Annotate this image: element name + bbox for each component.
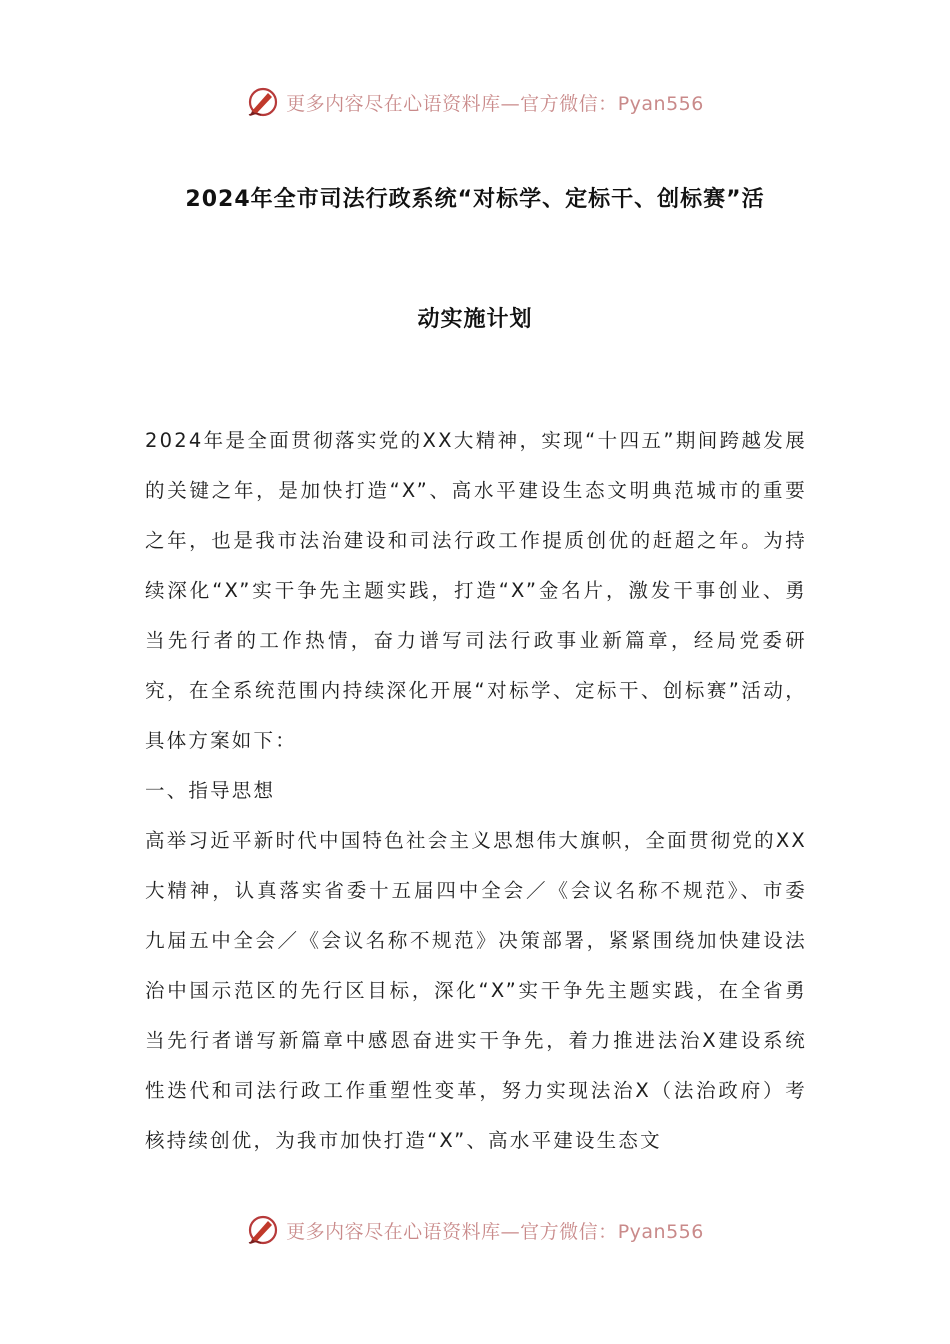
- watermark-separator: —: [500, 92, 521, 115]
- watermark-separator: —: [500, 1220, 521, 1243]
- header-watermark: [0, 82, 950, 122]
- watermark-contact-label: 官方微信：: [520, 92, 618, 115]
- watermark-site-text: 更多内容尽在心语资料库: [286, 92, 501, 115]
- watermark-site-text: 更多内容尽在心语资料库: [286, 1220, 501, 1243]
- intro-paragraph: 2024年是全面贯彻落实党的XX大精神，实现“十四五”期间跨越发展的关键之年，是加快打造“X”、高水平建设生态文明典范城市的重要之年，也是我市法治建设和司法行政工作提质创优的赶超之年。为持续深化“X”实干争先主题实践，打造“X”金名片，激发干事创业、勇当先行者的工作热情，奋力谱写司法行政事业新篇章，经局党委研究，在全系统范围内持续深化开展“对标学、定标干、创标赛”活动，具体方案如下：: [145, 429, 807, 752]
- guiding-ideology-paragraph: 高举习近平新时代中国特色社会主义思想伟大旗帜，全面贯彻党的XX大精神，认真落实省委十五届四中全会／《会议名称不规范》、市委九届五中全会／《会议名称不规范》决策部署，紧紧围绕加快建设法治中国示范区的先行区目标，深化“X”实干争先主题实践，在全省勇当先行者谱写新篇章中感恩奋进实干争先，着力推进法治X建设系统性迭代和司法行政工作重塑性变革，努力实现法治X（法治政府）考核持续创优，为我市加快打造“X”、高水平建设生态文: [145, 829, 807, 1152]
- pen-logo-icon: [246, 1213, 280, 1247]
- footer-watermark: [0, 1210, 950, 1250]
- watermark-text: [286, 89, 704, 116]
- watermark-contact-label: 官方微信：: [520, 1220, 618, 1243]
- document-body: [145, 416, 807, 1166]
- watermark-contact-id: Pyan556: [617, 1220, 704, 1243]
- document-title-line-2: 动实施计划: [417, 307, 533, 332]
- section-heading-guiding-ideology: 一、指导思想: [145, 779, 276, 802]
- watermark-contact-id: Pyan556: [617, 92, 704, 115]
- watermark-text: [286, 1217, 704, 1244]
- document-title-line-1: 2024年全市司法行政系统“对标学、定标干、创标赛”活: [185, 187, 765, 212]
- pen-logo-icon: [246, 85, 280, 119]
